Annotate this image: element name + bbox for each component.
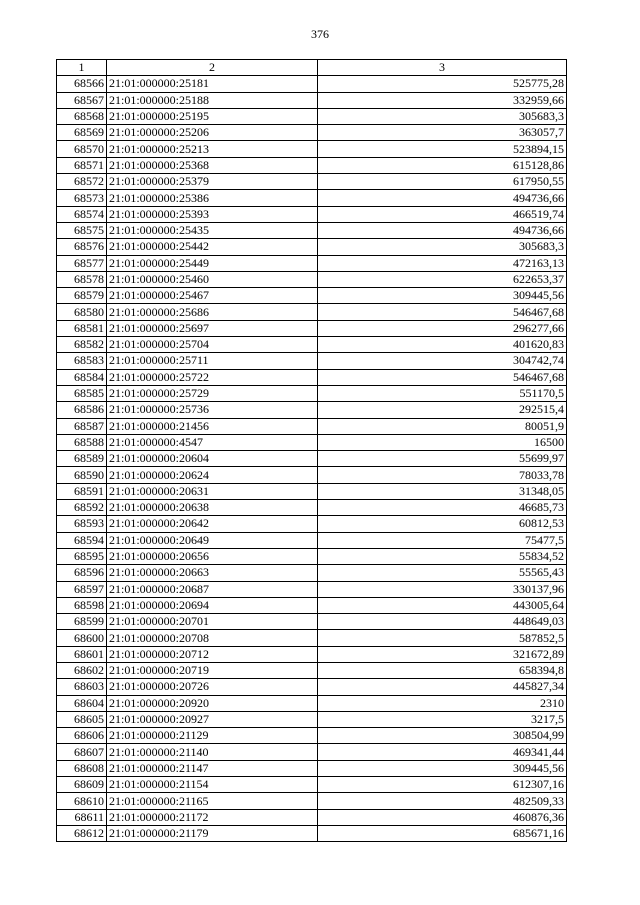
cadastral-value: 612307,16 [318, 777, 567, 793]
cadastral-value: 551170,5 [318, 385, 567, 401]
table-row [57, 809, 567, 825]
cadastral-value: 321672,89 [318, 646, 567, 662]
table-row [57, 288, 567, 304]
cadastral-number: 21:01:000000:21165 [107, 793, 318, 809]
cadastral-value: 363057,7 [318, 125, 567, 141]
row-number: 68597 [57, 581, 107, 597]
cadastral-number: 21:01:000000:21147 [107, 760, 318, 776]
cadastral-number: 21:01:000000:25206 [107, 125, 318, 141]
cadastral-value: 546467,68 [318, 304, 567, 320]
cadastral-number: 21:01:000000:20920 [107, 695, 318, 711]
cadastral-number: 21:01:000000:25467 [107, 288, 318, 304]
row-number: 68569 [57, 125, 107, 141]
row-number: 68596 [57, 565, 107, 581]
cadastral-value-table [56, 59, 567, 842]
cadastral-number: 21:01:000000:25188 [107, 92, 318, 108]
table-row [57, 711, 567, 727]
table-row [57, 614, 567, 630]
cadastral-number: 21:01:000000:25393 [107, 206, 318, 222]
table-row [57, 760, 567, 776]
cadastral-value: 523894,15 [318, 141, 567, 157]
cadastral-number: 21:01:000000:21140 [107, 744, 318, 760]
column-header-3: 3 [318, 60, 567, 76]
cadastral-number: 21:01:000000:20712 [107, 646, 318, 662]
row-number: 68603 [57, 679, 107, 695]
cadastral-number: 21:01:000000:25435 [107, 222, 318, 238]
row-number: 68602 [57, 662, 107, 678]
row-number: 68581 [57, 320, 107, 336]
table-row [57, 304, 567, 320]
cadastral-number: 21:01:000000:25697 [107, 320, 318, 336]
cadastral-value: 3217,5 [318, 711, 567, 727]
cadastral-number: 21:01:000000:25736 [107, 402, 318, 418]
cadastral-number: 21:01:000000:25368 [107, 157, 318, 173]
cadastral-value: 55834,52 [318, 548, 567, 564]
table-row [57, 369, 567, 385]
row-number: 68571 [57, 157, 107, 173]
header-row [57, 60, 567, 76]
row-number: 68594 [57, 532, 107, 548]
table-row [57, 630, 567, 646]
cadastral-value: 482509,33 [318, 793, 567, 809]
table-row [57, 76, 567, 92]
row-number: 68574 [57, 206, 107, 222]
row-number: 68600 [57, 630, 107, 646]
table-row [57, 402, 567, 418]
row-number: 68568 [57, 108, 107, 124]
cadastral-number: 21:01:000000:25449 [107, 255, 318, 271]
row-number: 68584 [57, 369, 107, 385]
cadastral-number: 21:01:000000:20642 [107, 516, 318, 532]
cadastral-value: 305683,3 [318, 239, 567, 255]
cadastral-number: 21:01:000000:21129 [107, 728, 318, 744]
cadastral-number: 21:01:000000:25686 [107, 304, 318, 320]
row-number: 68590 [57, 467, 107, 483]
cadastral-value: 292515,4 [318, 402, 567, 418]
cadastral-value: 75477,5 [318, 532, 567, 548]
row-number: 68588 [57, 434, 107, 450]
table-row [57, 744, 567, 760]
table-row [57, 174, 567, 190]
cadastral-value: 546467,68 [318, 369, 567, 385]
row-number: 68573 [57, 190, 107, 206]
row-number: 68567 [57, 92, 107, 108]
row-number: 68576 [57, 239, 107, 255]
table-body [57, 76, 567, 842]
cadastral-number: 21:01:000000:21154 [107, 777, 318, 793]
row-number: 68585 [57, 385, 107, 401]
row-number: 68572 [57, 174, 107, 190]
row-number: 68610 [57, 793, 107, 809]
row-number: 68609 [57, 777, 107, 793]
row-number: 68566 [57, 76, 107, 92]
cadastral-number: 21:01:000000:20638 [107, 500, 318, 516]
row-number: 68593 [57, 516, 107, 532]
column-header-2: 2 [107, 60, 318, 76]
table-row [57, 646, 567, 662]
cadastral-number: 21:01:000000:25442 [107, 239, 318, 255]
cadastral-number: 21:01:000000:25386 [107, 190, 318, 206]
table-row [57, 483, 567, 499]
cadastral-value: 615128,86 [318, 157, 567, 173]
table-row [57, 141, 567, 157]
cadastral-number: 21:01:000000:20631 [107, 483, 318, 499]
table-row [57, 581, 567, 597]
cadastral-number: 21:01:000000:21172 [107, 809, 318, 825]
cadastral-value: 494736,66 [318, 190, 567, 206]
row-number: 68608 [57, 760, 107, 776]
table-row [57, 92, 567, 108]
page-number: 376 [311, 27, 329, 41]
cadastral-value: 55565,43 [318, 565, 567, 581]
table-row [57, 500, 567, 516]
cadastral-value: 658394,8 [318, 662, 567, 678]
cadastral-number: 21:01:000000:25213 [107, 141, 318, 157]
table-row [57, 597, 567, 613]
cadastral-value: 448649,03 [318, 614, 567, 630]
cadastral-number: 21:01:000000:25722 [107, 369, 318, 385]
row-number: 68583 [57, 353, 107, 369]
cadastral-value: 469341,44 [318, 744, 567, 760]
cadastral-value: 617950,55 [318, 174, 567, 190]
cadastral-value: 31348,05 [318, 483, 567, 499]
table-row [57, 190, 567, 206]
row-number: 68589 [57, 451, 107, 467]
row-number: 68611 [57, 809, 107, 825]
table-row [57, 320, 567, 336]
cadastral-value: 305683,3 [318, 108, 567, 124]
cadastral-number: 21:01:000000:20927 [107, 711, 318, 727]
row-number: 68601 [57, 646, 107, 662]
cadastral-number: 21:01:000000:20719 [107, 662, 318, 678]
cadastral-number: 21:01:000000:25379 [107, 174, 318, 190]
table-row [57, 125, 567, 141]
cadastral-number: 21:01:000000:20656 [107, 548, 318, 564]
cadastral-value: 332959,66 [318, 92, 567, 108]
table-row [57, 451, 567, 467]
table-row [57, 679, 567, 695]
cadastral-value: 304742,74 [318, 353, 567, 369]
cadastral-number: 21:01:000000:20694 [107, 597, 318, 613]
table-row [57, 825, 567, 841]
table-row [57, 728, 567, 744]
row-number: 68592 [57, 500, 107, 516]
column-header-1: 1 [57, 60, 107, 76]
row-number: 68570 [57, 141, 107, 157]
row-number: 68612 [57, 825, 107, 841]
row-number: 68578 [57, 271, 107, 287]
row-number: 68604 [57, 695, 107, 711]
table-row [57, 255, 567, 271]
row-number: 68599 [57, 614, 107, 630]
cadastral-number: 21:01:000000:20649 [107, 532, 318, 548]
cadastral-value: 472163,13 [318, 255, 567, 271]
cadastral-value: 55699,97 [318, 451, 567, 467]
cadastral-value: 16500 [318, 434, 567, 450]
cadastral-number: 21:01:000000:25729 [107, 385, 318, 401]
table-row [57, 337, 567, 353]
table-row [57, 516, 567, 532]
cadastral-value: 445827,34 [318, 679, 567, 695]
cadastral-value: 2310 [318, 695, 567, 711]
table-row [57, 385, 567, 401]
row-number: 68606 [57, 728, 107, 744]
cadastral-number: 21:01:000000:20708 [107, 630, 318, 646]
cadastral-number: 21:01:000000:20663 [107, 565, 318, 581]
cadastral-number: 21:01:000000:25711 [107, 353, 318, 369]
table-row [57, 157, 567, 173]
row-number: 68580 [57, 304, 107, 320]
cadastral-value: 80051,9 [318, 418, 567, 434]
cadastral-value: 78033,78 [318, 467, 567, 483]
cadastral-number: 21:01:000000:25704 [107, 337, 318, 353]
cadastral-value: 587852,5 [318, 630, 567, 646]
cadastral-number: 21:01:000000:25195 [107, 108, 318, 124]
table-row [57, 108, 567, 124]
cadastral-value: 622653,37 [318, 271, 567, 287]
table-row [57, 239, 567, 255]
row-number: 68595 [57, 548, 107, 564]
table-row [57, 662, 567, 678]
table-row [57, 532, 567, 548]
table-row [57, 548, 567, 564]
cadastral-value: 309445,56 [318, 760, 567, 776]
cadastral-number: 21:01:000000:25460 [107, 271, 318, 287]
cadastral-value: 525775,28 [318, 76, 567, 92]
cadastral-number: 21:01:000000:20726 [107, 679, 318, 695]
table-row [57, 793, 567, 809]
cadastral-number: 21:01:000000:21179 [107, 825, 318, 841]
cadastral-value: 330137,96 [318, 581, 567, 597]
cadastral-value: 443005,64 [318, 597, 567, 613]
row-number: 68582 [57, 337, 107, 353]
cadastral-value: 308504,99 [318, 728, 567, 744]
table-row [57, 353, 567, 369]
cadastral-value: 401620,83 [318, 337, 567, 353]
cadastral-number: 21:01:000000:4547 [107, 434, 318, 450]
cadastral-value: 309445,56 [318, 288, 567, 304]
row-number: 68607 [57, 744, 107, 760]
cadastral-value: 685671,16 [318, 825, 567, 841]
row-number: 68591 [57, 483, 107, 499]
table-row [57, 467, 567, 483]
cadastral-number: 21:01:000000:20687 [107, 581, 318, 597]
table-row [57, 695, 567, 711]
cadastral-number: 21:01:000000:20701 [107, 614, 318, 630]
row-number: 68587 [57, 418, 107, 434]
cadastral-value: 466519,74 [318, 206, 567, 222]
row-number: 68575 [57, 222, 107, 238]
cadastral-number: 21:01:000000:20604 [107, 451, 318, 467]
table-row [57, 418, 567, 434]
table-row [57, 565, 567, 581]
row-number: 68605 [57, 711, 107, 727]
cadastral-number: 21:01:000000:25181 [107, 76, 318, 92]
table-row [57, 777, 567, 793]
cadastral-number: 21:01:000000:20624 [107, 467, 318, 483]
cadastral-value: 460876,36 [318, 809, 567, 825]
table-row [57, 271, 567, 287]
row-number: 68579 [57, 288, 107, 304]
cadastral-value: 60812,53 [318, 516, 567, 532]
table-row [57, 434, 567, 450]
table-row [57, 206, 567, 222]
cadastral-number: 21:01:000000:21456 [107, 418, 318, 434]
row-number: 68577 [57, 255, 107, 271]
row-number: 68598 [57, 597, 107, 613]
cadastral-value: 296277,66 [318, 320, 567, 336]
row-number: 68586 [57, 402, 107, 418]
cadastral-value: 46685,73 [318, 500, 567, 516]
table-row [57, 222, 567, 238]
cadastral-value: 494736,66 [318, 222, 567, 238]
